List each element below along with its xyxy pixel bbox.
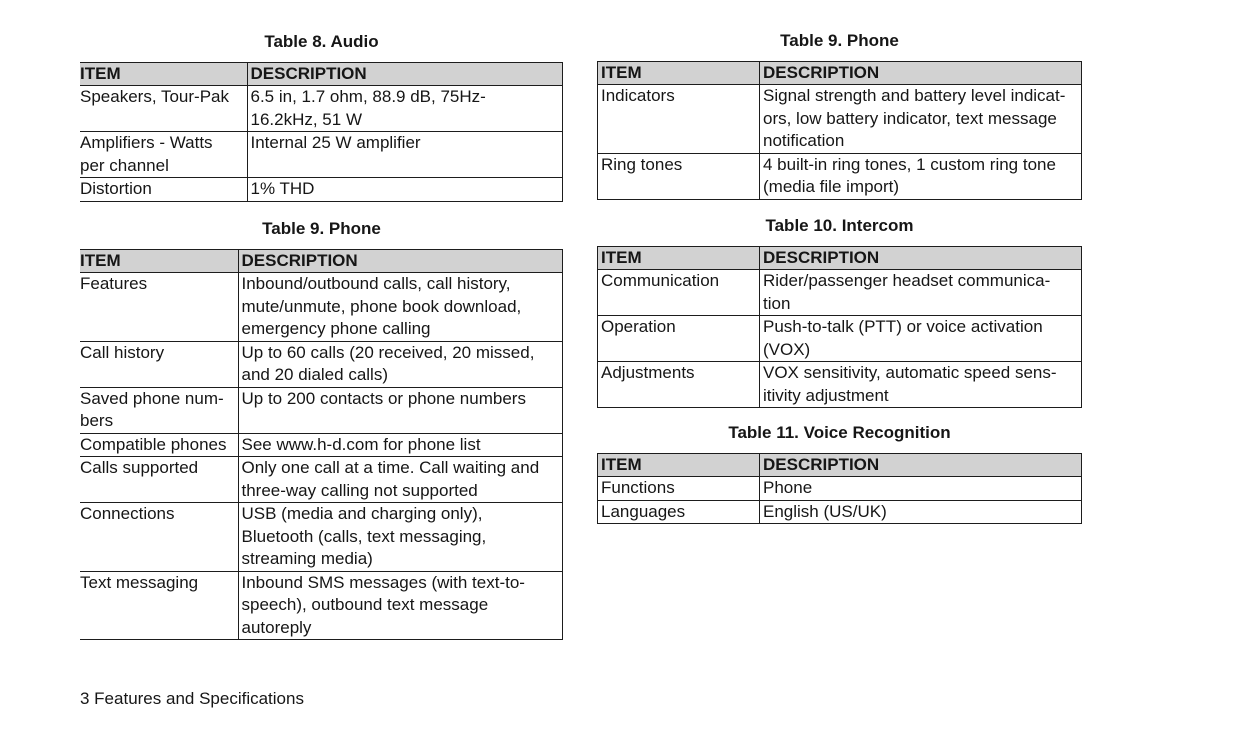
item-cell: Text messaging: [80, 571, 238, 640]
table-row: [80, 503, 563, 572]
item-cell: Languages: [598, 500, 760, 524]
table-row: [80, 178, 563, 202]
item-cell: Features: [80, 273, 238, 342]
table-row: [598, 477, 1082, 501]
description-cell: English (US/UK): [760, 500, 1082, 524]
column-header-item: ITEM: [80, 63, 247, 86]
description-cell: Inbound SMS messages (with text-to- speech), outbound text message autoreply: [238, 571, 563, 640]
column-header-description: DESCRIPTION: [760, 454, 1082, 477]
table-row: [80, 387, 563, 433]
column-header-description: DESCRIPTION: [760, 247, 1082, 270]
description-cell: Push-to-talk (PTT) or voice activation (VOX): [760, 316, 1082, 362]
item-cell: Compatible phones: [80, 433, 238, 457]
table-header-row: [80, 250, 563, 273]
table-header-row: [598, 247, 1082, 270]
table-header-row: [598, 62, 1082, 85]
item-cell: Communication: [598, 270, 760, 316]
item-cell: Functions: [598, 477, 760, 501]
column-header-item: ITEM: [598, 454, 760, 477]
table-row: [80, 132, 563, 178]
table-title: Table 10. Intercom: [765, 216, 914, 235]
table-row: [80, 86, 563, 132]
description-cell: 4 built-in ring tones, 1 custom ring tone (media file import): [760, 153, 1082, 199]
column-header-item: ITEM: [80, 250, 238, 273]
audio-table: [80, 62, 563, 202]
description-cell: Up to 60 calls (20 received, 20 missed, and 20 dialed calls): [238, 341, 563, 387]
description-cell: Up to 200 contacts or phone numbers: [238, 387, 563, 433]
description-cell: Only one call at a time. Call waiting and three-way calling not supported: [238, 457, 563, 503]
column-header-item: ITEM: [598, 247, 760, 270]
table-header-row: [80, 63, 563, 86]
description-cell: Phone: [760, 477, 1082, 501]
table-row: [598, 362, 1082, 408]
table-row: [80, 571, 563, 640]
table-row: [80, 273, 563, 342]
description-cell: VOX sensitivity, automatic speed sens- itivity adjustment: [760, 362, 1082, 408]
table-title: Table 8. Audio: [264, 32, 379, 51]
description-cell: Signal strength and battery level indicat- ors, low battery indicator, text message notification: [760, 85, 1082, 154]
table-row: [598, 153, 1082, 199]
description-cell: Inbound/outbound calls, call history, mute/unmute, phone book download, emergency phone calling: [238, 273, 563, 342]
table-row: [598, 270, 1082, 316]
description-cell: Internal 25 W amplifier: [247, 132, 563, 178]
voice-recognition-table-block: [597, 423, 1082, 524]
column-header-description: DESCRIPTION: [760, 62, 1082, 85]
description-cell: See www.h-d.com for phone list: [238, 433, 563, 457]
item-cell: Amplifiers - Watts per channel: [80, 132, 247, 178]
table-row: [80, 433, 563, 457]
table-row: [598, 316, 1082, 362]
description-cell: 6.5 in, 1.7 ohm, 88.9 dB, 75Hz- 16.2kHz, 51 W: [247, 86, 563, 132]
description-cell: 1% THD: [247, 178, 563, 202]
intercom-table-block: [597, 216, 1082, 408]
column-header-item: ITEM: [598, 62, 760, 85]
intercom-table: [597, 246, 1082, 408]
column-header-description: DESCRIPTION: [247, 63, 563, 86]
table-title: Table 11. Voice Recognition: [728, 423, 951, 442]
phone-table: [80, 249, 563, 640]
phone-continued-table-block: [597, 31, 1082, 200]
description-cell: Rider/passenger headset communica- tion: [760, 270, 1082, 316]
item-cell: Operation: [598, 316, 760, 362]
phone-continued-table: [597, 61, 1082, 200]
table-row: [80, 457, 563, 503]
item-cell: Indicators: [598, 85, 760, 154]
column-header-description: DESCRIPTION: [238, 250, 563, 273]
table-row: [80, 341, 563, 387]
item-cell: Call history: [80, 341, 238, 387]
table-title: Table 9. Phone: [780, 31, 899, 50]
table-title: Table 9. Phone: [262, 219, 381, 238]
page-footer: 3 Features and Specifications: [80, 689, 304, 708]
item-cell: Ring tones: [598, 153, 760, 199]
item-cell: Connections: [80, 503, 238, 572]
audio-table-block: [80, 32, 563, 202]
item-cell: Distortion: [80, 178, 247, 202]
phone-table-block: [80, 219, 563, 640]
item-cell: Saved phone num- bers: [80, 387, 238, 433]
description-cell: USB (media and charging only), Bluetooth (calls, text messaging, streaming media): [238, 503, 563, 572]
item-cell: Calls supported: [80, 457, 238, 503]
voice-recognition-table: [597, 453, 1082, 524]
item-cell: Speakers, Tour-Pak: [80, 86, 247, 132]
table-header-row: [598, 454, 1082, 477]
table-row: [598, 85, 1082, 154]
table-row: [598, 500, 1082, 524]
item-cell: Adjustments: [598, 362, 760, 408]
